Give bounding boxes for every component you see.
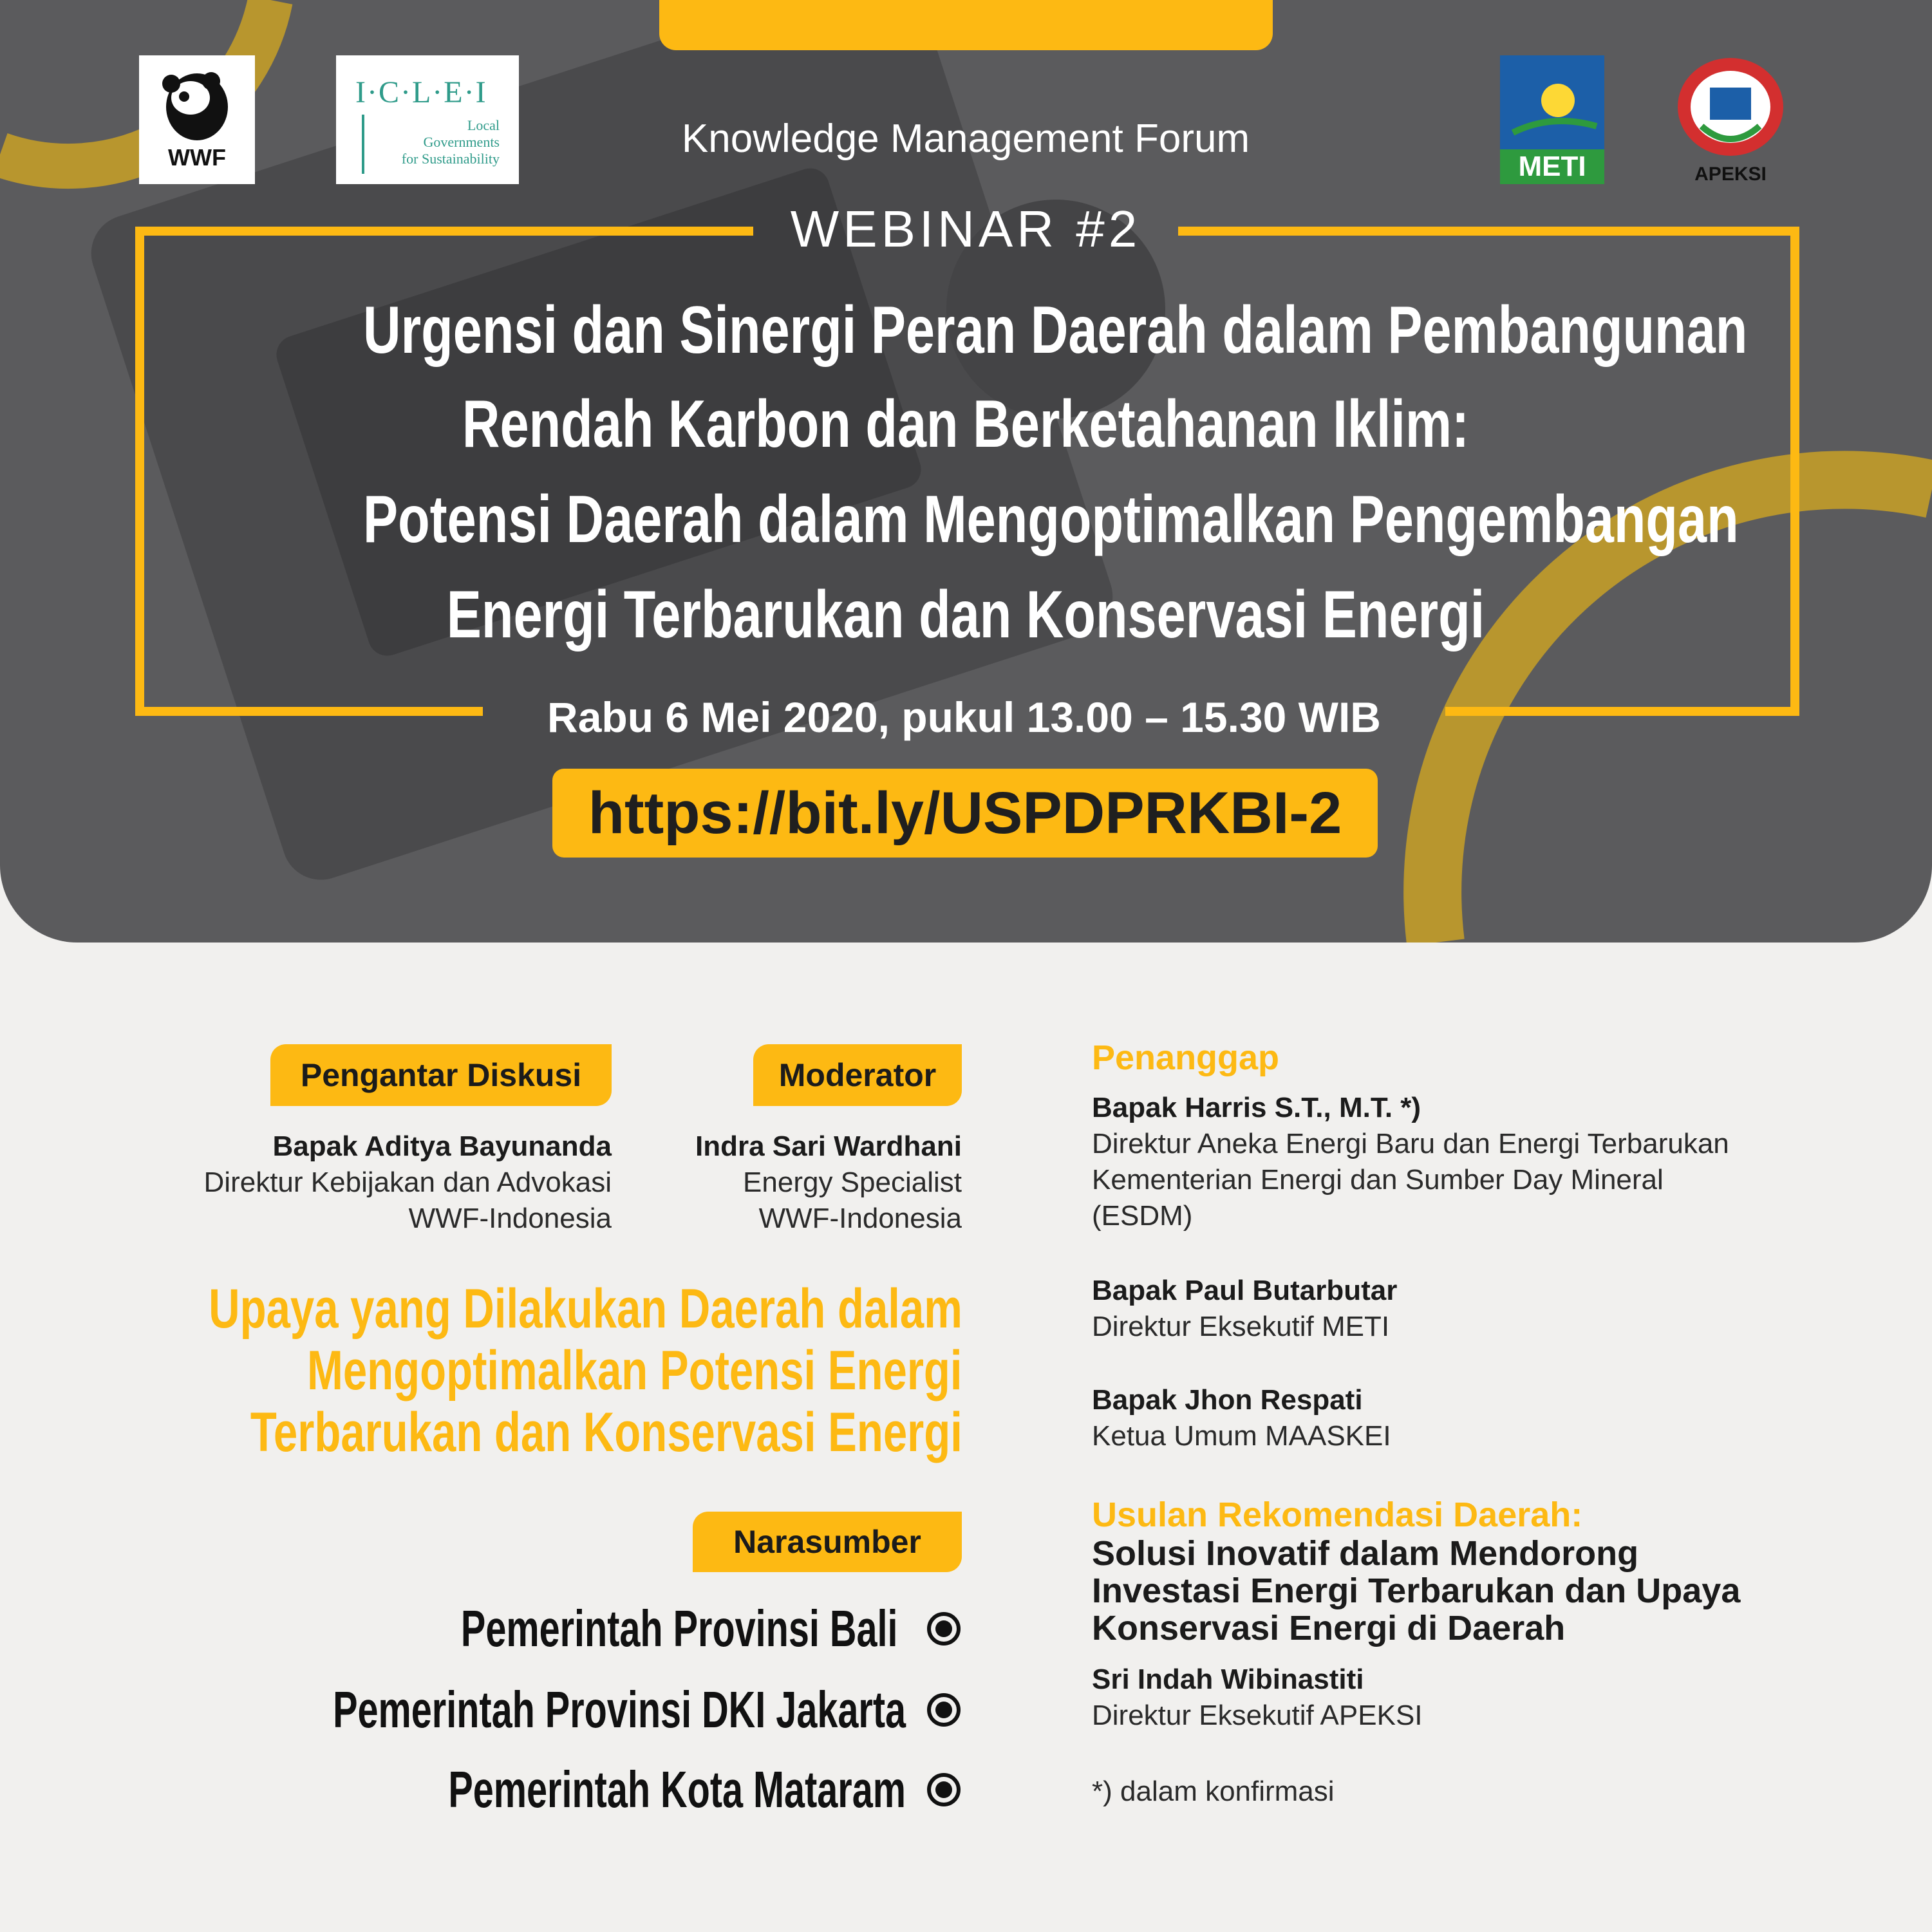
webinar-label: WEBINAR #2 [790, 200, 1141, 258]
narasumber-tag: Narasumber [693, 1512, 962, 1572]
moderator-role-2: WWF-Indonesia [758, 1203, 962, 1234]
apeksi-emblem-icon [1673, 55, 1788, 158]
meti-logo [1500, 55, 1604, 184]
penanggap-1-role-1: Direktur Aneka Energi Baru dan Energi Terbarukan [1092, 1128, 1729, 1159]
frame-bottom-left [135, 707, 483, 716]
usulan-role: Direktur Eksekutif APEKSI [1092, 1700, 1423, 1731]
moderator-role-1: Energy Specialist [743, 1167, 962, 1198]
pengantar-role-2: WWF-Indonesia [408, 1203, 612, 1234]
wwf-logo-text: WWF [168, 144, 226, 171]
meti-logo-text: METI [1500, 149, 1604, 184]
session-title-line-1: Upaya yang Dilakukan Daerah dalam [209, 1278, 962, 1340]
iclei-logo-text: I·C·L·E·I [355, 75, 487, 109]
bullet-icon [927, 1612, 961, 1646]
penanggap-3-name: Bapak Jhon Respati [1092, 1384, 1363, 1416]
narasumber-item-3: Pemerintah Kota Mataram [448, 1761, 906, 1818]
iclei-logo [336, 55, 519, 184]
penanggap-1-role-3: (ESDM) [1092, 1200, 1193, 1232]
apeksi-logo [1673, 55, 1788, 191]
pengantar-name: Bapak Aditya Bayunanda [272, 1130, 612, 1162]
narasumber-item-2: Pemerintah Provinsi DKI Jakarta [333, 1681, 906, 1738]
frame-top-right [1178, 227, 1799, 236]
top-accent-tab [659, 0, 1273, 50]
penanggap-1-name: Bapak Harris S.T., M.T. *) [1092, 1092, 1421, 1123]
frame-left [135, 227, 144, 716]
title-line-2: Rendah Karbon dan Berketahanan Iklim: [462, 387, 1470, 462]
usulan-heading: Usulan Rekomendasi Daerah: [1092, 1496, 1583, 1534]
iclei-sub-1: Local [467, 117, 500, 133]
bullet-icon [927, 1773, 961, 1806]
title-line-4: Energi Terbarukan dan Konservasi Energi [446, 577, 1485, 652]
usulan-sub-1: Solusi Inovatif dalam Mendorong [1092, 1534, 1639, 1573]
title-line-3: Potensi Daerah dalam Mengoptimalkan Pengembangan [363, 482, 1739, 557]
header-panel [0, 0, 1932, 943]
session-title-line-2: Mengoptimalkan Potensi Energi [307, 1340, 962, 1402]
iclei-sub-3: for Sustainability [401, 151, 500, 167]
moderator-name: Indra Sari Wardhani [695, 1130, 962, 1162]
pengantar-tag: Pengantar Diskusi [270, 1044, 612, 1106]
penanggap-3-role-1: Ketua Umum MAASKEI [1092, 1420, 1391, 1452]
usulan-sub-3: Konservasi Energi di Daerah [1092, 1609, 1566, 1647]
penanggap-2-role-1: Direktur Eksekutif METI [1092, 1311, 1390, 1342]
title-line-1: Urgensi dan Sinergi Peran Daerah dalam Pembangunan [363, 293, 1748, 368]
moderator-tag: Moderator [753, 1044, 962, 1106]
session-title-line-3: Terbarukan dan Konservasi Energi [250, 1402, 962, 1463]
narasumber-item-1: Pemerintah Provinsi Bali [461, 1600, 898, 1657]
penanggap-1-role-2: Kementerian Energi dan Sumber Day Mineral [1092, 1164, 1664, 1196]
registration-link[interactable]: https://bit.ly/USPDPRKBI-2 [552, 769, 1378, 858]
frame-top-left [135, 227, 753, 236]
usulan-sub-2: Investasi Energi Terbarukan dan Upaya [1092, 1571, 1741, 1610]
apeksi-logo-text: APEKSI [1694, 164, 1767, 185]
usulan-name: Sri Indah Wibinastiti [1092, 1664, 1364, 1695]
iclei-sub-2: Governments [423, 134, 500, 150]
penanggap-heading: Penanggap [1092, 1038, 1280, 1077]
wwf-logo [139, 55, 255, 184]
sun-icon [1500, 55, 1604, 152]
penanggap-2-name: Bapak Paul Butarbutar [1092, 1275, 1398, 1306]
pengantar-role-1: Direktur Kebijakan dan Advokasi [203, 1167, 612, 1198]
event-date-time: Rabu 6 Mei 2020, pukul 13.00 – 15.30 WIB [547, 693, 1381, 741]
footnote: *) dalam konfirmasi [1092, 1776, 1335, 1807]
frame-bottom-right [1445, 707, 1799, 716]
frame-right [1790, 227, 1799, 716]
bullet-icon [927, 1693, 961, 1727]
forum-label: Knowledge Management Forum [681, 117, 1250, 161]
iclei-logo-line [362, 115, 364, 174]
